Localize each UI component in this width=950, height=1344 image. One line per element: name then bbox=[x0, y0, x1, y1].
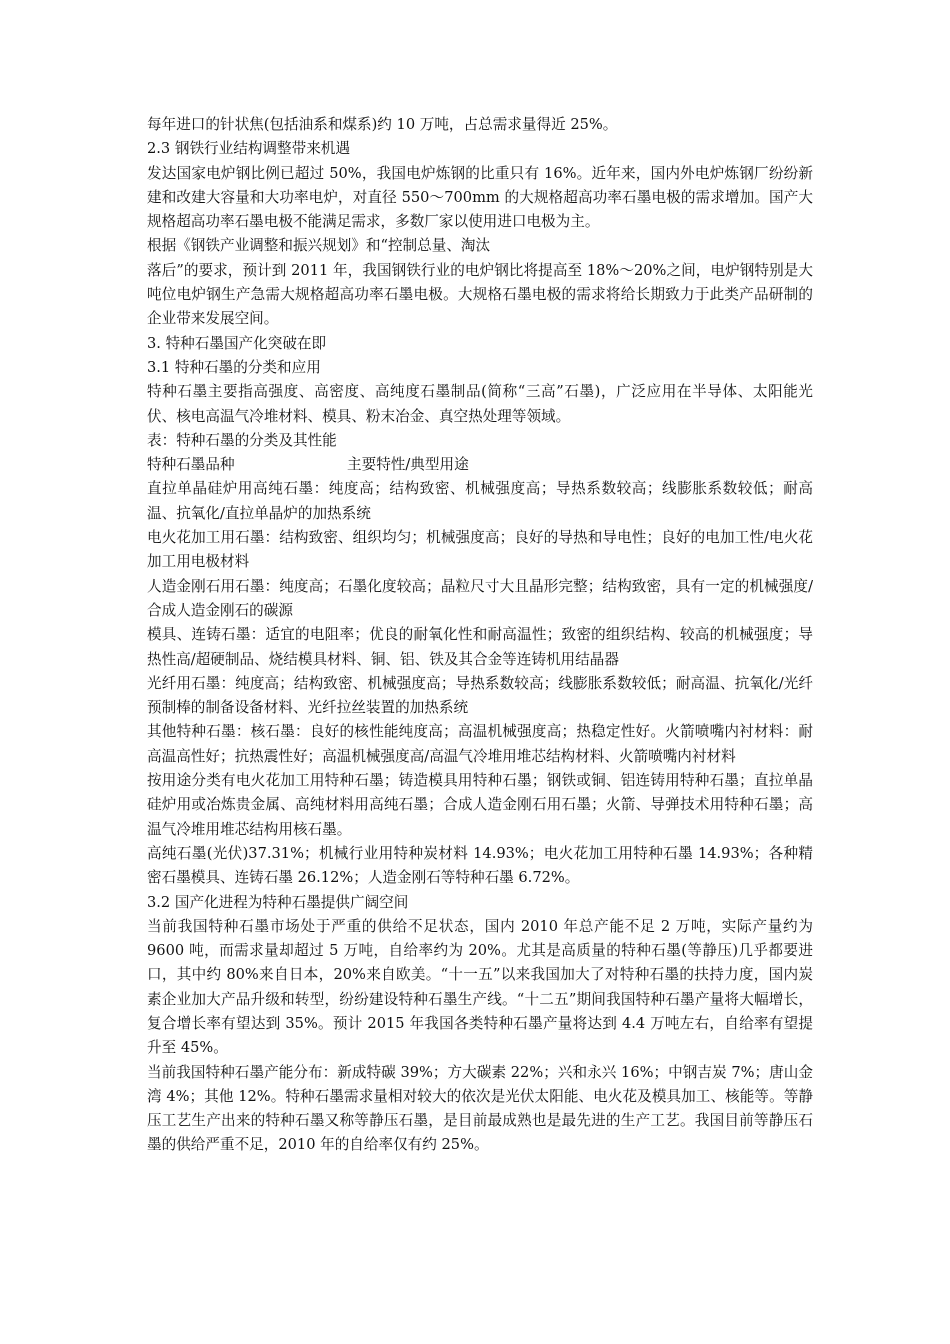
table-header bbox=[147, 453, 813, 477]
table-row: 人造金刚石用石墨：纯度高；石墨化度较高；晶粒尺寸大且晶形完整；结构致密，具有一定的机械强度/合成人造金刚石的碳源 bbox=[147, 577, 813, 619]
paragraph: 当前我国特种石墨产能分布：新成特碳 39%；方大碳素 22%；兴和永兴 16%；中钢吉炭 7%；唐山金湾 4%；其他 12%。特种石墨需求量相对较大的依次是光伏太阳能、电火花及模具加工、核能等。等静压工艺生产出来的特种石墨又称等静压石墨，是目前最成熟也是最先进的生产工艺。我国目前等静压石墨的供给严重不足，2010 年的自给率仅有约 25%。 bbox=[147, 1063, 813, 1154]
table-row: 光纤用石墨：纯度高；结构致密、机械强度高；导热系数较高；线膨胀系数较低；耐高温、抗氧化/光纤预制棒的制备设备材料、光纤拉丝装置的加热系统 bbox=[147, 674, 813, 717]
paragraph: 特种石墨主要指高强度、高密度、高纯度石墨制品(简称“三高”石墨)，广泛应用在半导体、太阳能光伏、核电高温气冷堆材料、模具、粉末冶金、真空热处理等领域。 bbox=[147, 383, 813, 425]
table-row: 电火花加工用石墨：结构致密、组织均匀；机械强度高；良好的导热和导电性；良好的电加工性/电火花加工用电极材料 bbox=[147, 529, 813, 571]
paragraph: 每年进口的针状焦(包括油系和煤系)约 10 万吨，占总需求量得近 25%。 bbox=[147, 116, 618, 133]
table-header-cell: 主要特性/典型用途 bbox=[347, 456, 469, 474]
table-caption: 表：特种石墨的分类及其性能 bbox=[147, 431, 337, 449]
paragraph: 高纯石墨(光伏)37.31%；机械行业用特种炭材料 14.93%；电火花加工用特种石墨 14.93%；各种精密石墨模具、连铸石墨 26.12%；人造金刚石等特种石墨 6.72%。 bbox=[147, 844, 813, 887]
section-heading: 3. 特种石墨国产化突破在即 bbox=[147, 334, 327, 352]
table-row: 其他特种石墨：核石墨：良好的核性能纯度高；高温机械强度高；热稳定性好。火箭喷嘴内衬材料：耐高温高性好；抗热震性好；高温机械强度高/高温气冷堆用堆芯结构材料、火箭喷嘴内衬材料 bbox=[147, 723, 813, 765]
section-heading: 3.2 国产化进程为特种石墨提供广阔空间 bbox=[147, 893, 409, 911]
paragraph: 发达国家电炉钢比例已超过 50%，我国电炉炼钢的比重只有 16%。近年来，国内外电炉炼钢厂纷纷新建和改建大容量和大功率电炉，对直径 550～700mm 的大规格超高功率石墨电极的需求增加。国产大规格超高功率石墨电极不能满足需求，多数厂家以使用进口电极为主。 bbox=[147, 164, 813, 231]
table-header-cell: 特种石墨品种 bbox=[147, 456, 235, 474]
document-body bbox=[147, 113, 813, 1158]
section-heading: 2.3 钢铁行业结构调整带来机遇 bbox=[147, 140, 350, 158]
paragraph: 落后”的要求，预计到 2011 年，我国钢铁行业的电炉钢比将提高至 18%～20%之间，电炉钢特别是大吨位电炉钢生产急需大规格超高功率石墨电极。大规格石墨电极的需求将给长期致力于此类产品研制的企业带来发展空间。 bbox=[147, 261, 813, 328]
paragraph: 当前我国特种石墨市场处于严重的供给不足状态，国内 2010 年总产能不足 2 万吨，实际产量约为 9600 吨，而需求量却超过 5 万吨，自给率约为 20%。尤其是高质量的特种石墨(等静压)几乎都要进口，其中约 80%来自日本，20%来自欧美。“十一五”以来我国加大了对特种石墨的扶持力度，国内炭素企业加大产品升级和转型，纷纷建设特种石墨生产线。“十二五”期间我国特种石墨产量将大幅增长，复合增长率有望达到 35%。预计 2015 年我国各类特种石墨产量将达到 4.4 万吨左右，自给率有望提升至 45%。 bbox=[147, 917, 813, 1057]
table-row: 直拉单晶硅炉用高纯石墨：纯度高；结构致密、机械强度高；导热系数较高；线膨胀系数较低；耐高温、抗氧化/直拉单晶炉的加热系统 bbox=[147, 480, 813, 522]
paragraph: 按用途分类有电火花加工用特种石墨；铸造模具用特种石墨；钢铁或铜、铝连铸用特种石墨；直拉单晶硅炉用或冶炼贵金属、高纯材料用高纯石墨；合成人造金刚石用石墨；火箭、导弹技术用特种石墨；高温气冷堆用堆芯结构用核石墨。 bbox=[147, 772, 813, 838]
section-heading: 3.1 特种石墨的分类和应用 bbox=[147, 358, 321, 376]
table-row: 模具、连铸石墨：适宜的电阻率；优良的耐氧化性和耐高温性；致密的组织结构、较高的机械强度；导热性高/超硬制品、烧结模具材料、铜、铝、铁及其合金等连铸机用结晶器 bbox=[147, 626, 813, 668]
paragraph: 根据《钢铁产业调整和振兴规划》和“控制总量、淘汰 bbox=[147, 237, 491, 255]
